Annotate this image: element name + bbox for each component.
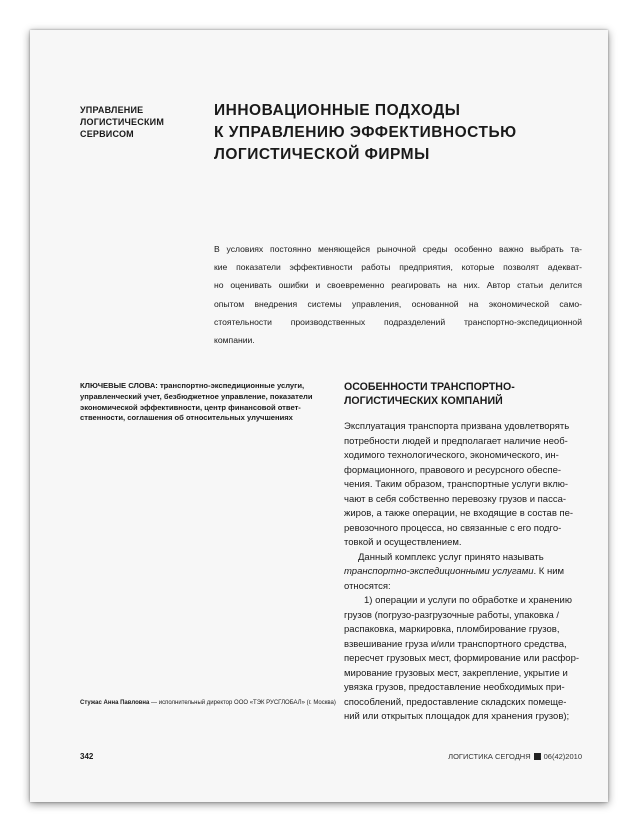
document-page xyxy=(30,30,608,802)
body-text xyxy=(344,420,592,725)
page-number: 342 xyxy=(80,752,94,761)
author-note xyxy=(80,699,340,707)
body-line: мирование грузовых мест, закрепление, укрытие и xyxy=(344,667,568,679)
body-line: пересчет грузовых мест, формирование или расфор- xyxy=(344,653,580,664)
abstract-line: кие показатели эффективности работы предприятия, которые позволят адекват- xyxy=(214,262,582,273)
author-role: — исполнительный директор ООО «ТЭК РУСГЛОБАЛ» (г. Москва) xyxy=(149,700,336,706)
body-line: ний или открытых площадок для хранения грузов); xyxy=(344,711,570,722)
section-label-line: УПРАВЛЕНИЕ xyxy=(80,105,144,115)
section-label xyxy=(80,104,200,140)
body-line: чения. Таким образом, транспортные услуги вклю- xyxy=(344,479,569,490)
keywords-line: управленческий учет, безбюджетное управление, показатели xyxy=(80,391,313,401)
journal-footer xyxy=(448,752,582,761)
body-line: чают в себя собственно перевозку грузов и пасса- xyxy=(344,493,567,505)
abstract xyxy=(214,240,582,349)
journal-name: ЛОГИСТИКА СЕГОДНЯ xyxy=(448,752,531,761)
section-label-line: ЛОГИСТИЧЕСКИМ xyxy=(80,117,165,127)
abstract-line: но оценивать ошибки и своевременно реагировать на них. Автор статьи делится xyxy=(214,280,582,291)
body-line-mixed xyxy=(344,565,592,580)
keywords-line: экономической эффективности, центр финансовой ответ- xyxy=(80,402,301,412)
body-line: увязка грузов, предоставление необходимых при- xyxy=(344,682,565,693)
body-line: взвешивание груза и/или транспортного средства, xyxy=(344,638,567,650)
title-line: ИННОВАЦИОННЫЕ ПОДХОДЫ xyxy=(214,102,461,119)
body-line: Данный комплекс услуг принято называть xyxy=(358,551,544,563)
body-fragment: . К ним xyxy=(533,566,565,577)
keywords xyxy=(80,381,315,424)
journal-issue: 06(42)2010 xyxy=(543,752,582,761)
body-line: 1) операции и услуги по обработке и хранению xyxy=(364,595,572,606)
body-line: распаковка, маркировка, пломбирование грузов, xyxy=(344,624,560,635)
section-heading xyxy=(344,380,584,408)
body-line: жиров, а также операции, не входящие в состав пе- xyxy=(344,508,574,519)
article-title xyxy=(214,100,574,166)
abstract-line: В условиях постоянно меняющейся рыночной среды особенно важно выбрать та- xyxy=(214,244,582,254)
title-line: ЛОГИСТИЧЕСКОЙ ФИРМЫ xyxy=(214,146,430,163)
section-heading-line: ЛОГИСТИЧЕСКИХ КОМПАНИЙ xyxy=(344,395,503,407)
body-line: товкой и осуществлением. xyxy=(344,537,462,548)
body-line: ходимого технологического, экономического, ин- xyxy=(344,450,559,461)
body-line: формационного, правового и ресурсного обеспе- xyxy=(344,464,562,476)
keywords-line: КЛЮЧЕВЫЕ СЛОВА: транспортно-экспедиционные услуги, xyxy=(80,381,305,390)
title-line: К УПРАВЛЕНИЮ ЭФФЕКТИВНОСТЬЮ xyxy=(214,124,517,141)
body-line: Эксплуатация транспорта призвана удовлетворять xyxy=(344,421,570,432)
square-icon xyxy=(534,753,541,760)
body-line: потребности людей и предполагает наличие необ- xyxy=(344,435,568,447)
keywords-line: ственности, соглашения об относительных улучшениях xyxy=(80,413,293,423)
body-line: ревозочного процесса, но связанные с его подго- xyxy=(344,522,562,534)
italic-term: транспортно-экспедиционными услугами xyxy=(344,566,534,577)
body-line: способлений, предоставление складских помеще- xyxy=(344,696,567,708)
body-line: относятся: xyxy=(344,580,391,592)
body-line: грузов (погрузо-разгрузочные работы, упаковка / xyxy=(344,609,560,621)
abstract-line: компании. xyxy=(214,335,255,346)
abstract-line: стоятельности производственных подразделений транспортно-экспедиционной xyxy=(214,316,582,327)
abstract-line: опытом внедрения системы управления, основанной на экономической само- xyxy=(214,298,582,309)
section-heading-line: ОСОБЕННОСТИ ТРАНСПОРТНО- xyxy=(344,381,515,393)
author-name: Стужас Анна Павловна xyxy=(80,700,150,706)
section-label-line: СЕРВИСОМ xyxy=(80,129,134,139)
